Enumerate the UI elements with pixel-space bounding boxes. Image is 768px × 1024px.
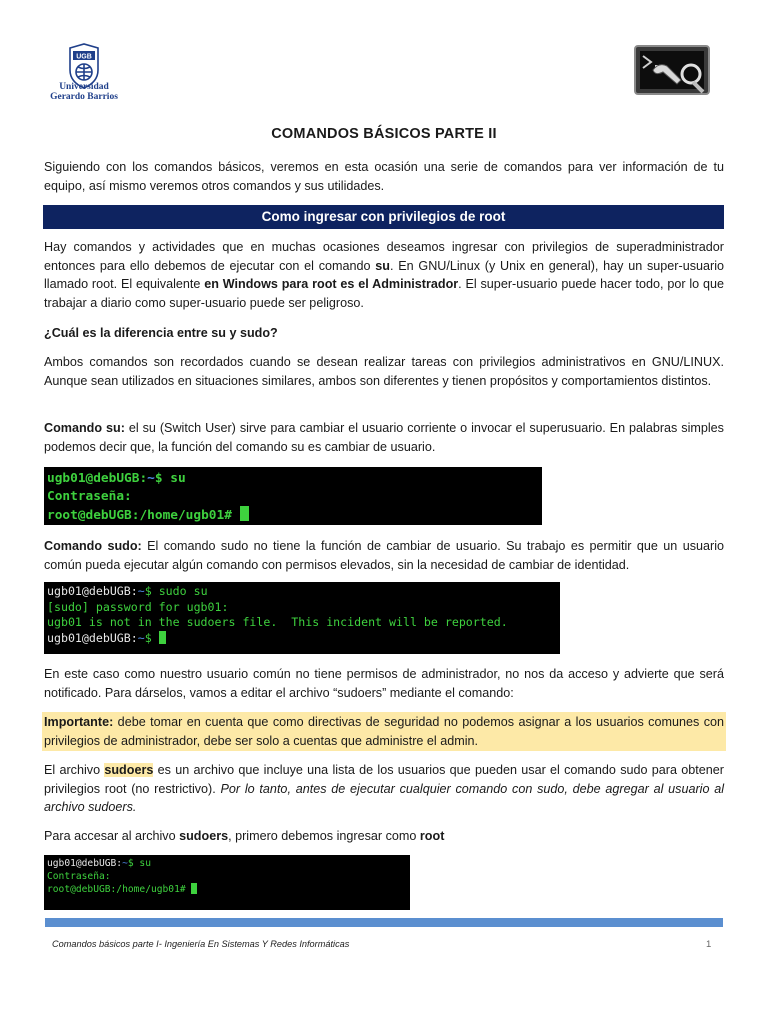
prompt-user: ugb01@debUGB: <box>47 630 138 645</box>
terminal-line: ugb01 is not in the sudoers file. This incident will be reported. <box>47 615 508 629</box>
prompt-command: $ sudo su <box>144 584 208 598</box>
bold-text: sudoers <box>179 829 229 843</box>
terminal-line <box>47 631 560 647</box>
difference-question: ¿Cuál es la diferencia entre su y sudo? <box>44 326 278 340</box>
terminal-line <box>47 470 542 488</box>
section-heading: Como ingresar con privilegios de root <box>43 205 724 229</box>
root-prompt: root@debUGB:/home/ugb01# <box>47 508 240 523</box>
text-run: es un archivo que incluye una lista de los usuarios que pueden usar el comando sudo para obtener privilegios root (no restrictivo). <box>44 763 724 796</box>
terminal-su-small <box>44 855 410 910</box>
prompt-path: ~ <box>122 858 128 869</box>
access-paragraph <box>44 827 724 846</box>
text-run: El archivo <box>44 763 105 777</box>
terminal-line <box>47 857 410 870</box>
text-run: El comando sudo no tiene la función de cambiar de usuario. Su trabajo es permitir que un usuario común pueda ejecutar algún comando con permisos elevados, sin la necesidad de cambiar de identidad. <box>44 539 725 572</box>
prompt-user: ugb01@debUGB: <box>47 471 148 486</box>
terminal-line: Contraseña: <box>47 489 132 504</box>
important-note <box>44 713 724 750</box>
su-description <box>44 419 724 456</box>
terminal-sudo <box>44 582 560 654</box>
logo-text-line2: Gerardo Barrios <box>50 92 118 102</box>
cursor-icon <box>240 506 249 521</box>
cursor-icon <box>191 883 197 894</box>
page-title: COMANDOS BÁSICOS PARTE II <box>271 126 497 142</box>
terminal-su <box>44 467 542 525</box>
notification-paragraph: En este caso como nuestro usuario común no tiene permisos de administrador, no nos da acceso y advierte que será notificado. Para dárselos, vamos a editar el archivo “sudoers” mediante el comando: <box>44 667 724 700</box>
su-label: Comando su: <box>44 421 125 435</box>
terminal-line <box>47 883 410 896</box>
root-paragraph <box>44 238 724 312</box>
terminal-line: Contraseña: <box>47 871 111 882</box>
cursor-icon <box>159 631 166 644</box>
sudo-label: Comando sudo: <box>44 539 142 553</box>
prompt-user: ugb01@debUGB: <box>47 584 138 598</box>
footer-text: Comandos básicos parte I- Ingeniería En Sistemas Y Redes Informáticas <box>52 939 350 949</box>
sudo-description <box>44 537 724 574</box>
root-prompt: root@debUGB:/home/ugb01# <box>47 884 192 895</box>
sudoers-highlight: sudoers <box>104 763 154 777</box>
text-run: Hay comandos y actividades que en muchas ocasiones deseamos ingresar con privilegios de superadministrador entonces para ello debemos de ejecutar con el comando <box>44 240 724 273</box>
sudoers-paragraph <box>44 761 724 817</box>
prompt-command: $ su <box>154 471 186 486</box>
logo-monogram: UGB <box>76 53 92 61</box>
text-run: . El super-usuario puede hacer todo, por lo que trabajar a diario como super-usuario puede ser peligroso. <box>44 277 724 310</box>
commands-paragraph: Ambos comandos son recordados cuando se desean realizar tareas con privilegios administrativos en GNU/LINUX. Aunque sean utilizados en situaciones similares, ambos son diferentes y tienen propósitos y comportamientos distintos. <box>44 355 724 388</box>
bold-text: en Windows para root es el Administrador <box>204 277 459 291</box>
text-run: el su (Switch User) sirve para cambiar el usuario corriente o invocar el superusuario. En palabras simples podemos decir que, la función del comando su es cambiar de usuario. <box>44 421 724 454</box>
text-run: Para accesar al archivo <box>44 829 180 843</box>
text-run: , primero debemos ingresar como <box>228 829 420 843</box>
intro-paragraph: Siguiendo con los comandos básicos, veremos en esta ocasión una serie de comandos para ver información de tu equipo, así mismo veremos otros comandos y sus utilidades. <box>44 160 724 193</box>
terminal-line <box>47 584 560 600</box>
logo-text-line1: Universidad <box>59 82 109 92</box>
page-number: 1 <box>706 939 712 950</box>
prompt-command: $ su <box>127 858 151 869</box>
important-label: Importante: <box>44 715 114 729</box>
footer-divider <box>45 918 723 927</box>
terminal-tool-icon <box>633 44 713 99</box>
text-run: debe tomar en cuenta que como directivas de seguridad no podemos asignar a los usuarios comunes con privilegios de administrador, debe ser solo a cuentas que administre el admin. <box>44 715 724 748</box>
text-run: . En GNU/Linux (y Unix en general), hay un super-usuario llamado root. El equivalente <box>44 258 725 291</box>
italic-text: Por lo tanto, antes de ejecutar cualquier comando con sudo, debe agregar al usuario al archivo sudoers. <box>44 781 725 814</box>
terminal-line: [sudo] password for ugb01: <box>47 599 229 614</box>
bold-text: su <box>375 258 390 273</box>
bold-text: root <box>419 829 445 843</box>
terminal-line <box>47 506 542 525</box>
prompt-path: ~ <box>147 471 155 486</box>
prompt-command: $ <box>144 630 159 645</box>
prompt-path: ~ <box>137 584 145 598</box>
prompt-path: ~ <box>137 630 145 645</box>
prompt-user: ugb01@debUGB: <box>47 858 123 869</box>
